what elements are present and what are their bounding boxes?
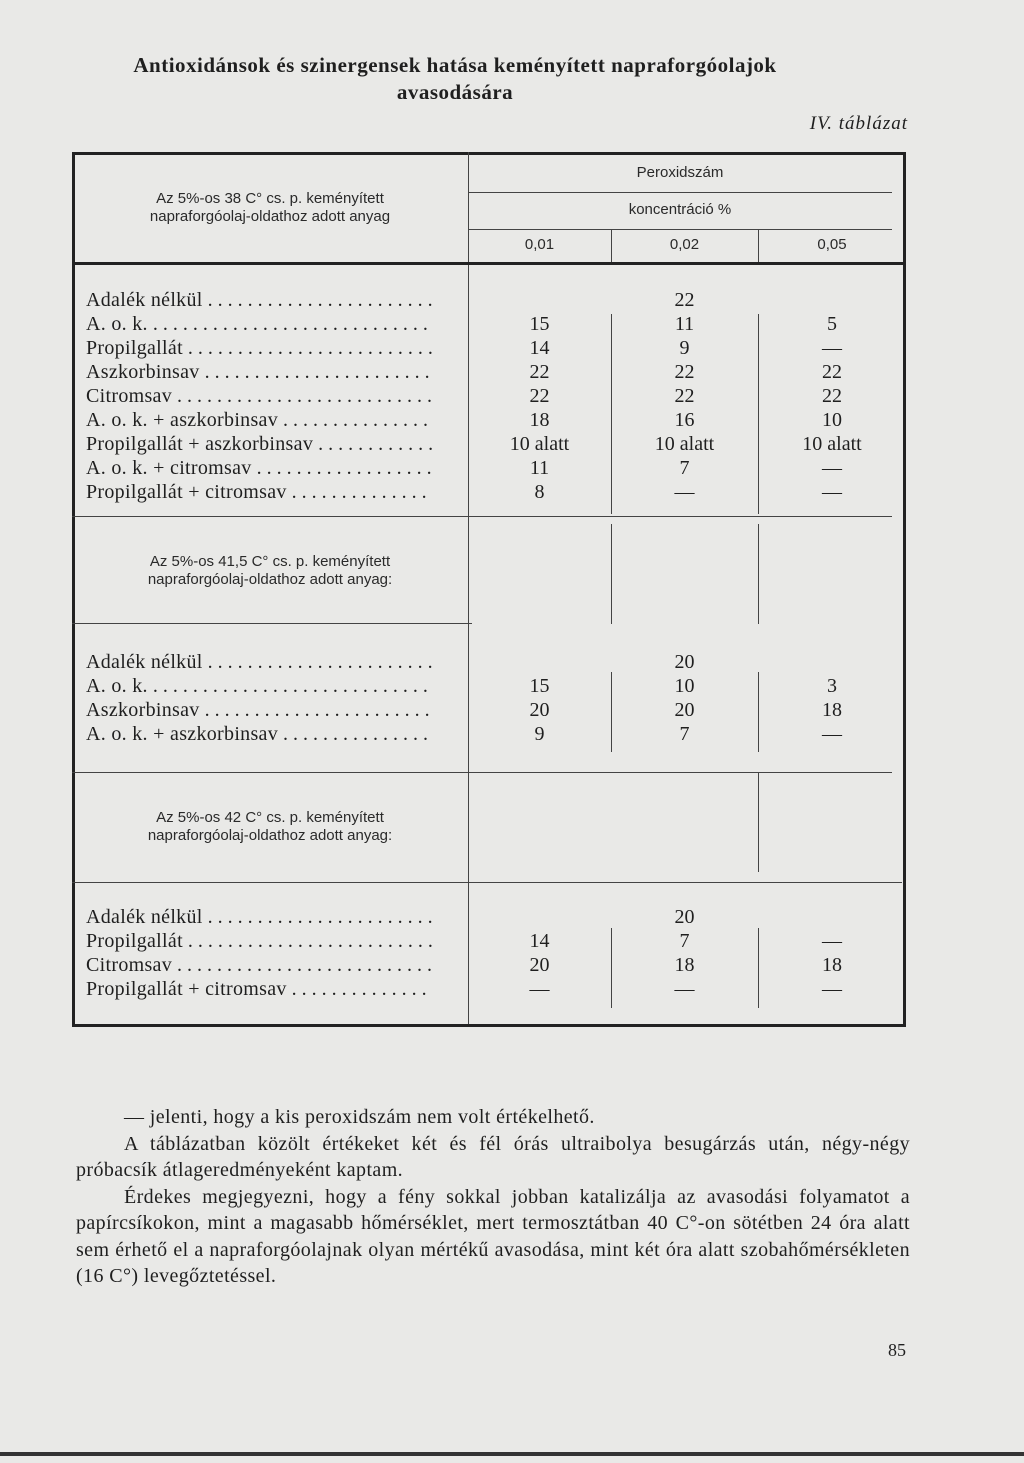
row-name: Citromsav . . . bbox=[86, 953, 432, 977]
table-row bbox=[72, 905, 906, 929]
cell-001: 22 bbox=[529, 361, 550, 383]
row-name: Propilgallát . . . bbox=[86, 929, 432, 953]
row-name: A. o. k. . . . bbox=[86, 312, 432, 336]
header-col-1: 0,01 bbox=[524, 236, 555, 253]
cell-001: 10 alatt bbox=[509, 433, 570, 455]
col-divider-2-s2lbl bbox=[758, 524, 759, 624]
cell-002: 7 bbox=[679, 457, 690, 479]
table-top-rule bbox=[72, 152, 906, 155]
cell-002: 18 bbox=[674, 954, 695, 976]
section-3-label-line2: napraforgóolaj-oldathoz adott anyag: bbox=[147, 827, 393, 844]
row-name: Aszkorbinsav . . . bbox=[86, 360, 432, 384]
cell-002: 20 bbox=[674, 699, 695, 721]
cell-001: 9 bbox=[534, 723, 545, 745]
cell-001: 15 bbox=[529, 675, 550, 697]
cell-005: 10 alatt bbox=[802, 433, 862, 455]
cell-002: 20 bbox=[674, 651, 695, 673]
table-bottom-rule bbox=[72, 1024, 906, 1027]
table-row bbox=[72, 722, 906, 746]
table-number: IV. táblázat bbox=[809, 113, 908, 134]
header-group: Peroxidszám bbox=[636, 164, 724, 181]
row-name: Adalék nélkül . . . bbox=[86, 288, 432, 312]
row-name: Adalék nélkül . . . bbox=[86, 650, 432, 674]
table-row bbox=[72, 977, 906, 1001]
table-row bbox=[72, 650, 906, 674]
page-number: 85 bbox=[888, 1340, 906, 1360]
cell-005: 18 bbox=[822, 954, 842, 976]
row-name: Propilgallát + citromsav . . . bbox=[86, 480, 432, 504]
header-row-label-line2: napraforgóolaj-oldathoz adott anyag bbox=[149, 208, 391, 225]
table-row bbox=[72, 384, 906, 408]
cell-002: 9 bbox=[679, 337, 690, 359]
section-2-label-line2: napraforgóolaj-oldathoz adott anyag: bbox=[147, 571, 393, 588]
cell-002: 7 bbox=[679, 723, 690, 745]
footnote-paragraph: — jelenti, hogy a kis peroxidszám nem volt értékelhető. bbox=[124, 1106, 595, 1128]
cell-002: 22 bbox=[674, 385, 695, 407]
cell-005: 18 bbox=[822, 699, 842, 721]
cell-005: 10 bbox=[822, 409, 842, 431]
table-row bbox=[72, 674, 906, 698]
section-3-label-rule bbox=[72, 882, 902, 883]
table-row bbox=[72, 456, 906, 480]
cell-001: — bbox=[529, 978, 550, 1000]
cell-001: 8 bbox=[534, 481, 545, 503]
cell-005: — bbox=[822, 978, 842, 1000]
header-bottom-rule bbox=[72, 262, 906, 265]
table-row bbox=[72, 929, 906, 953]
cell-005: — bbox=[822, 723, 842, 745]
header-group-rule bbox=[468, 192, 892, 193]
cell-002: 10 bbox=[674, 675, 695, 697]
title-line-1: Antioxidánsok és szinergensek hatása keményített napraforgóolajok bbox=[133, 53, 777, 77]
cell-001: 20 bbox=[529, 699, 550, 721]
table-row bbox=[72, 360, 906, 384]
table-left-border bbox=[72, 152, 75, 1027]
cell-001: 15 bbox=[529, 313, 550, 335]
col-divider-1-s2lbl bbox=[611, 524, 612, 624]
table-row bbox=[72, 312, 906, 336]
cell-005: — bbox=[822, 481, 842, 503]
cell-002: — bbox=[674, 978, 695, 1000]
title-line-2: avasodására bbox=[396, 80, 514, 104]
table-row bbox=[72, 432, 906, 456]
cell-001: 22 bbox=[529, 385, 550, 407]
section-2-label bbox=[72, 553, 468, 589]
table-row bbox=[72, 480, 906, 504]
row-name: Aszkorbinsav . . . bbox=[86, 698, 432, 722]
scan-edge-bar bbox=[0, 1452, 1024, 1456]
header-col-3: 0,05 bbox=[817, 236, 847, 253]
table-row bbox=[72, 288, 906, 312]
cell-005: 22 bbox=[822, 385, 842, 407]
table-row bbox=[72, 953, 906, 977]
cell-002: 22 bbox=[674, 361, 695, 383]
body-text bbox=[76, 1104, 910, 1290]
cell-002: — bbox=[674, 481, 695, 503]
cell-001: 18 bbox=[529, 409, 550, 431]
section-2-label-line1: Az 5%-os 41,5 C° cs. p. keményített bbox=[149, 553, 391, 570]
header-subgroup: koncentráció % bbox=[628, 201, 732, 218]
cell-002: 16 bbox=[674, 409, 695, 431]
cell-002: 20 bbox=[674, 906, 695, 928]
method-paragraph: A táblázatban közölt értékeket két és fél órás ultraibolya besugárzás után, négy-négy próbacsík átlageredményeként kaptam. bbox=[76, 1132, 910, 1181]
cell-002: 11 bbox=[674, 313, 695, 335]
cell-002: 22 bbox=[674, 289, 695, 311]
section-3-label-line1: Az 5%-os 42 C° cs. p. keményített bbox=[156, 809, 384, 826]
cell-005: — bbox=[822, 337, 842, 359]
table-row bbox=[72, 408, 906, 432]
cell-001: 11 bbox=[529, 457, 550, 479]
page-title bbox=[40, 52, 870, 106]
cell-005: — bbox=[822, 457, 842, 479]
row-name: Propilgallát + aszkorbinsav . . . bbox=[86, 432, 432, 456]
section-3-label bbox=[72, 809, 468, 845]
row-name: Adalék nélkül . . . bbox=[86, 905, 432, 929]
table-row bbox=[72, 698, 906, 722]
cell-002: 7 bbox=[679, 930, 690, 952]
section-2-label-rule bbox=[72, 623, 472, 624]
table-right-border bbox=[903, 152, 906, 1027]
cell-005: — bbox=[822, 930, 842, 952]
header-row-label bbox=[72, 190, 468, 226]
col-divider-2-s3lbl bbox=[758, 772, 759, 872]
section-2-top-rule bbox=[72, 516, 892, 517]
section-3-top-rule bbox=[72, 772, 892, 773]
cell-001: 20 bbox=[529, 954, 550, 976]
data-table bbox=[72, 152, 906, 1029]
cell-002: 10 alatt bbox=[654, 433, 715, 455]
row-name: A. o. k. + aszkorbinsav . . . bbox=[86, 408, 432, 432]
row-name: A. o. k. + aszkorbinsav . . . bbox=[86, 722, 432, 746]
table-row bbox=[72, 336, 906, 360]
cell-005: 22 bbox=[822, 361, 842, 383]
row-name: A. o. k. . . . bbox=[86, 674, 432, 698]
cell-005: 5 bbox=[827, 313, 837, 335]
row-name: Propilgallát . . . bbox=[86, 336, 432, 360]
observation-paragraph: Érdekes megjegyezni, hogy a fény sokkal jobban katalizálja az avasodási folyamatot a papírcsíkokon, mint a magasabb hőmérséklet, mert termosztátban 40 C°-on sötétben 24 óra alatt sem érhető el a napraforgóolajnak olyan mértékű avasodása, mint két óra alatt szobahőmérsékleten (16 C°) levegőztetéssel. bbox=[76, 1185, 910, 1287]
cell-001: 14 bbox=[529, 930, 550, 952]
cell-001: 14 bbox=[529, 337, 550, 359]
row-name: Citromsav . . . bbox=[86, 384, 432, 408]
header-subgroup-rule bbox=[468, 229, 892, 230]
row-name: A. o. k. + citromsav . . . bbox=[86, 456, 432, 480]
header-row-label-line1: Az 5%-os 38 C° cs. p. keményített bbox=[156, 190, 384, 207]
cell-005: 3 bbox=[827, 675, 837, 697]
row-name: Propilgallát + citromsav . . . bbox=[86, 977, 432, 1001]
header-col-2: 0,02 bbox=[669, 236, 700, 253]
